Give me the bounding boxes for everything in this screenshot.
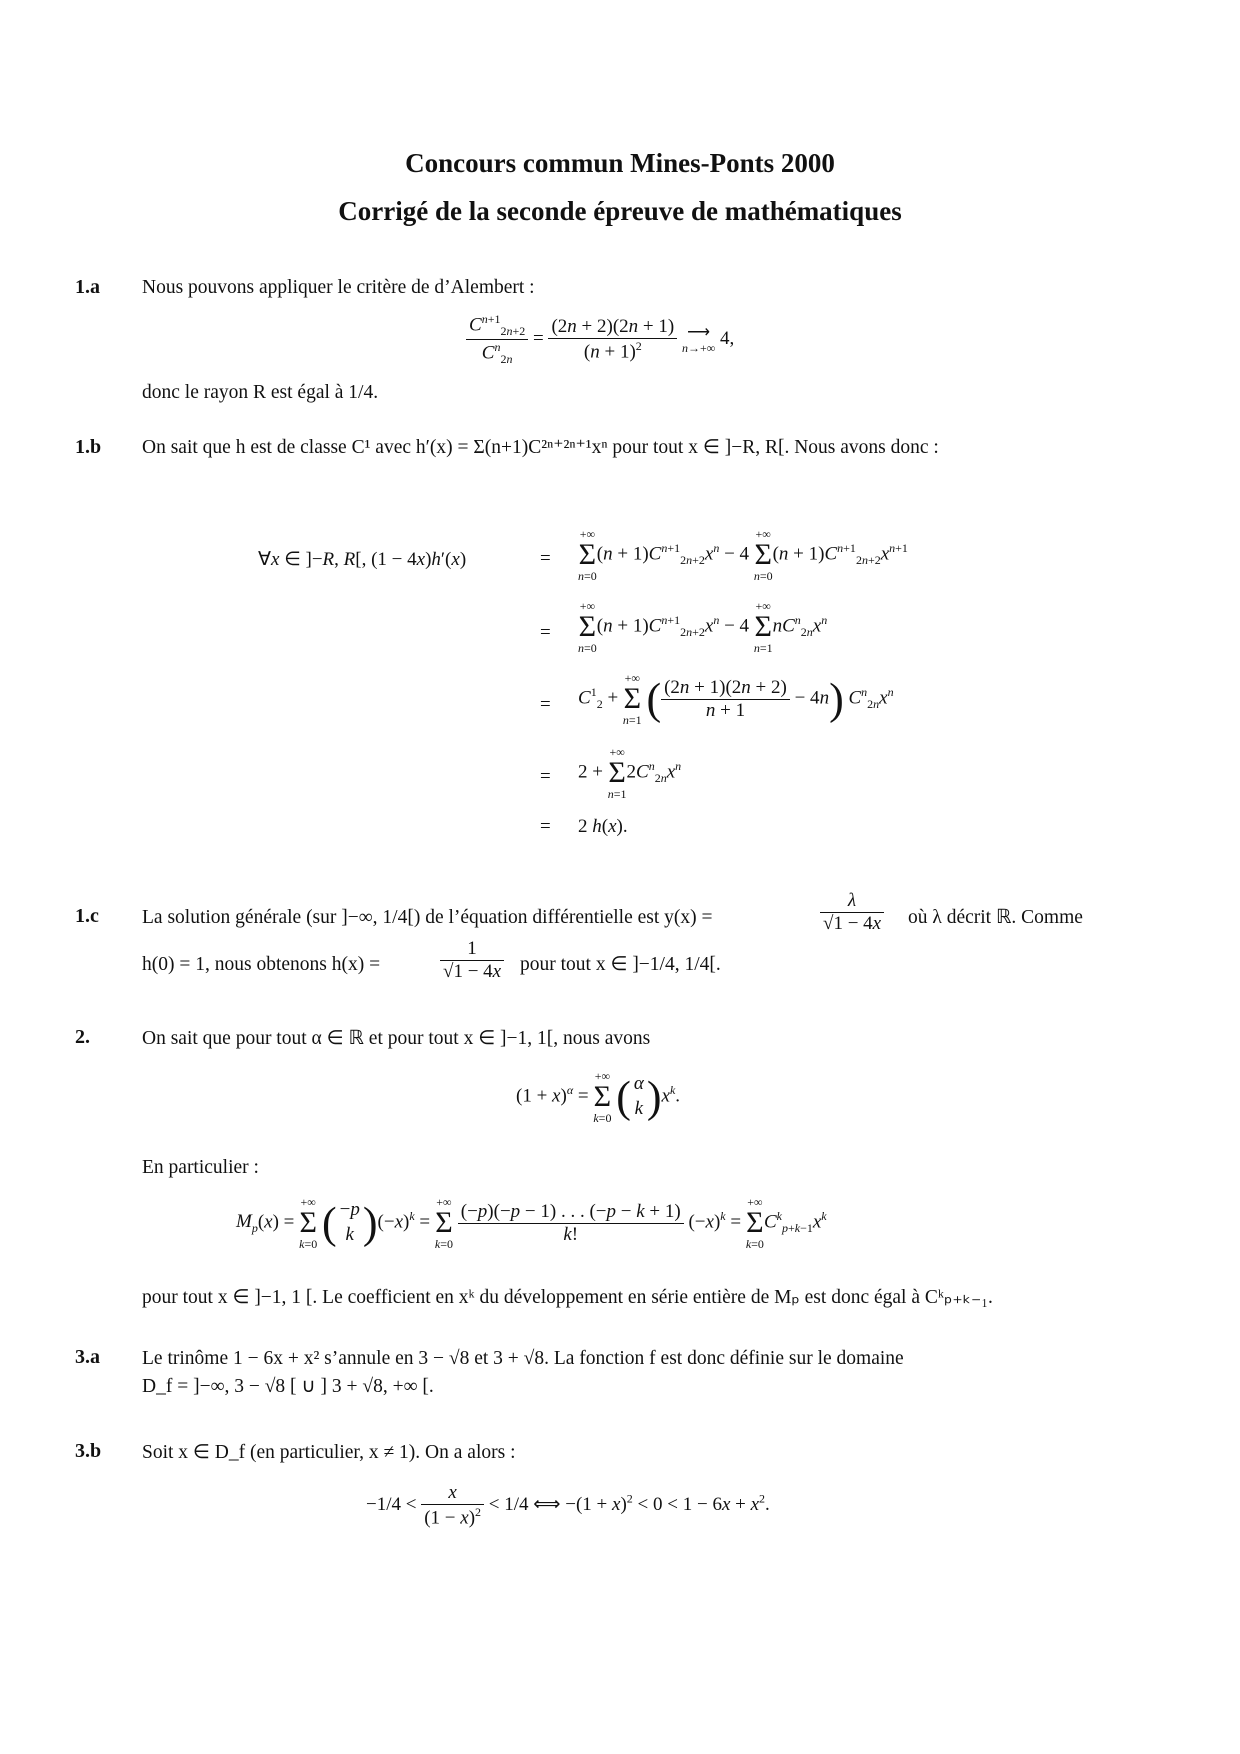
eq-sign-5: = — [540, 816, 551, 837]
equation-Mp: $M_p(x)$ = +∞ Σ k=0 ( −p k )$(-x)^k$ = +∞ Σ k=0 $\frac{(-p)(-p - 1) . . . (-p - k + 1)}{k!}$ $(-x)^k$ = +∞ Σ k=0 $C^k_{p+k-1}x^k$ — [236, 1195, 827, 1251]
equation-1b-line4: 2 + +∞ Σ n=1 $2C^n_{2n}x^n$ — [578, 745, 682, 801]
equation-1b-line1: +∞ Σ n=0 $(n + 1)C^{n+1}_{2n+2}x^n - 4$ +∞ Σ n=0 $(n + 1)C^{n+1}_{2n+2}x^{n+1}$ — [578, 527, 908, 583]
equation-dalembert: $\frac{C^{n+1}_{2n+2}}{C^n_{2n}}$ = $\frac{(2n + 2)(2n + 1)}{(n + 1)^2}$ ⟶ n→+∞ 4, — [466, 312, 734, 367]
section-number-1c: 1.c — [75, 905, 99, 927]
section-1b-intro: On sait que h est de classe C¹ avec h′(x) = Σ(n+1)C²ⁿ⁺²ⁿ⁺¹xⁿ pour tout x ∈ ]−R, R[. Nous avons donc : — [142, 437, 939, 458]
equation-1b-line2: +∞ Σ n=0 $(n + 1)C^{n+1}_{2n+2}x^n - 4$ +∞ Σ n=1 $nC^n_{2n}x^n$ — [578, 599, 828, 655]
section-3a-line2: D_f = ]−∞, 3 − √8 [ ∪ ] 3 + √8, +∞ [. — [142, 1376, 434, 1397]
document-title: Concours commun Mines-Ponts 2000 — [405, 148, 835, 178]
equation-binomial: $(1 + x)^\alpha$ = +∞ Σ k=0 ( α k )$x^k$. — [516, 1069, 681, 1125]
section-number-3b: 3.b — [75, 1440, 102, 1462]
eq-sign-2: = — [540, 622, 551, 643]
section-number-2: 2. — [75, 1026, 90, 1048]
section-1c-line1a: La solution générale (sur ]−∞, 1/4[) de l’équation différentielle est y(x) = — [142, 907, 713, 928]
section-2-intro: On sait que pour tout α ∈ ℝ et pour tout x ∈ ]−1, 1[, nous avons — [142, 1028, 651, 1049]
section-1c-line2b: pour tout x ∈ ]−1/4, 1/4[. — [520, 954, 721, 975]
fraction-lambda: $\frac{\lambda}{√1 - 4x}$ — [820, 890, 884, 935]
section-number-3a: 3.a — [75, 1346, 100, 1368]
equation-1b-line5: 2 h(x). — [578, 816, 628, 837]
section-2-particular: En particulier : — [142, 1157, 259, 1178]
section-1a-conclusion: donc le rayon R est égal à 1/4. — [142, 382, 379, 403]
section-3b-intro: Soit x ∈ D_f (en particulier, x ≠ 1). On a alors : — [142, 1442, 516, 1463]
eq-sign-3: = — [540, 694, 551, 715]
equation-1b-lhs: ∀x ∈ ]−R, R[, (1 − 4x)h′(x) — [258, 549, 467, 570]
section-1a-intro: Nous pouvons appliquer le critère de d’Alembert : — [142, 277, 535, 298]
document-subtitle: Corrigé de la seconde épreuve de mathématiques — [338, 196, 902, 226]
equation-inequality: −1/4 < $\frac{x}{(1 - x)^2}$ < 1/4 ⟺ $-(1 + x)^2 < 0 < 1 - 6x + x^2$. — [366, 1482, 770, 1529]
section-number-1a: 1.a — [75, 276, 100, 298]
section-2-conclusion: pour tout x ∈ ]−1, 1 [. Le coefficient en xᵏ du développement en série entière de Mₚ est donc égal à Cᵏₚ₊ₖ₋₁. — [142, 1287, 993, 1308]
section-1c-line1b: où λ décrit ℝ. Comme — [908, 907, 1083, 928]
eq-sign-1: = — [540, 548, 551, 569]
fraction-h: $\frac{1}{√1 - 4x}$ — [440, 938, 504, 983]
eq-sign-4: = — [540, 766, 551, 787]
equation-1b-line3: $C^1_2$ + +∞ Σ n=1 ( $\frac{(2n + 1)(2n + 2)}{n + 1}$ − 4n) $C^n_{2n}x^n$ — [578, 671, 894, 727]
section-3a-line1: Le trinôme 1 − 6x + x² s’annule en 3 − √8 et 3 + √8. La fonction f est donc définie sur le domaine — [142, 1348, 904, 1369]
section-number-1b: 1.b — [75, 436, 102, 458]
section-1c-line2a: h(0) = 1, nous obtenons h(x) = — [142, 954, 381, 975]
